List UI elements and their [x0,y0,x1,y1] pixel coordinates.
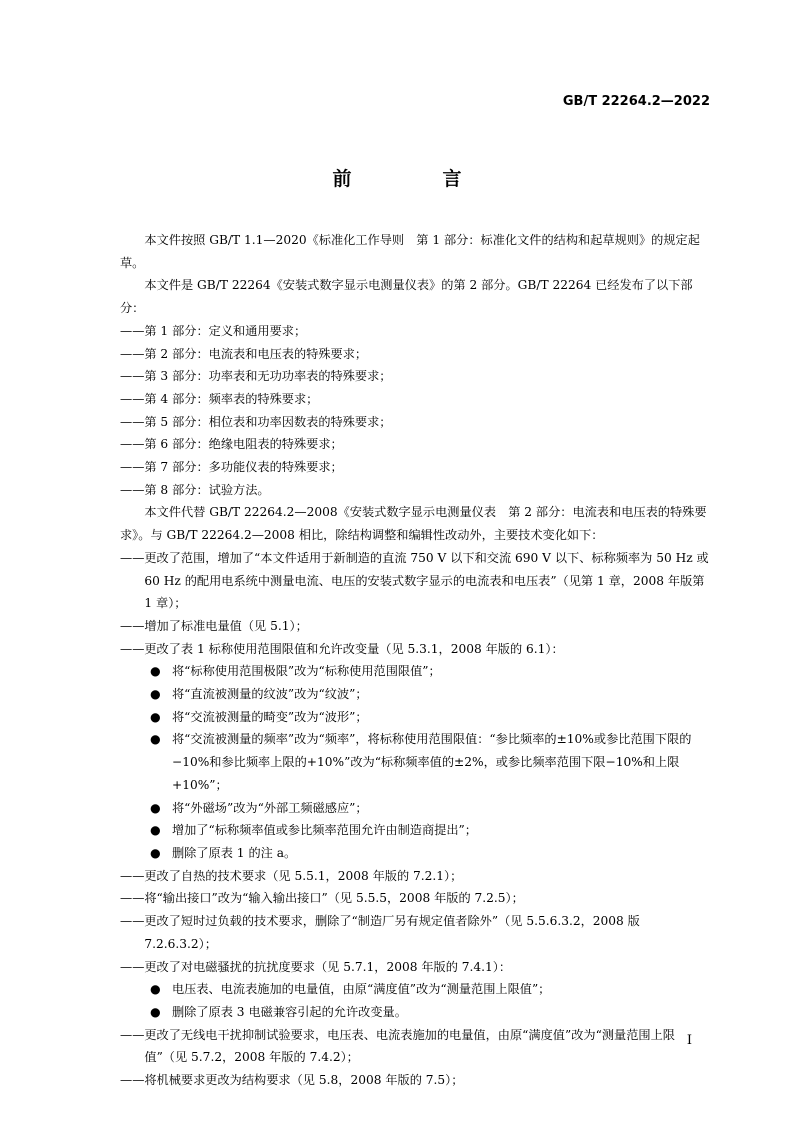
part-list-item: ——第 3 部分：功率表和无功功率表的特殊要求； [120,369,392,384]
change-item: ——更改了短时过负载的技术要求，删除了“制造厂另有规定值者除外”（见 5.5.6.3.2，2008 版 7.2.6.3.2）； [120,914,640,951]
replace-paragraph: 本文件代替 GB/T 22264.2—2008《安装式数字显示电测量仪表 第 2 部分：电流表和电压表的特殊要求》。与 GB/T 22264.2—2008 相比，除结构调整和编辑性改动外，主要技术变化如下： [120,505,707,543]
part-list-item: ——第 1 部分：定义和通用要求； [120,323,307,338]
bullet-icon: ● [150,664,161,679]
part-list-item: ——第 8 部分：试验方法。 [120,482,270,497]
change-item: ——增加了标准电量值（见 5.1）； [120,618,308,633]
bullet-icon: ● [150,687,161,702]
bullet-icon: ● [150,845,161,860]
page-title: 前 言 [332,168,498,190]
bullet-item: ● 将“标称使用范围极限”改为“标称使用范围限值”； [120,660,712,683]
intro-paragraph: 本文件按照 GB/T 1.1—2020《标准化工作导则 第 1 部分：标准化文件的结构和起草规则》的规定起草。 [120,233,700,270]
bullet-icon: ● [150,709,161,724]
bullet-icon: ● [150,982,161,997]
part-list-item: ——第 2 部分：电流表和电压表的特殊要求； [120,346,368,361]
preface-body [120,229,712,1092]
page-number: I [686,1033,692,1048]
bullet-icon: ● [150,732,161,747]
part-list-item: ——第 7 部分：多功能仪表的特殊要求； [120,460,343,475]
bullet-item: ● 将“直流被测量的纹波”改为“纹波”； [120,683,712,706]
change-item: ——将“输出接口”改为“输入输出接口”（见 5.5.5，2008 年版的 7.2.5）； [120,891,524,906]
bullet-item: ● 将“交流被测量的频率”改为“频率”，将标称使用范围限值：“参比频率的±10%或参比范围下限的−10%和参比频率上限的+10%”改为“标称频率值的±2%，或参比频率范围下限−10%和上限+10%”； [120,728,712,796]
bullet-icon: ● [150,823,161,838]
part-list-item: ——第 5 部分：相位表和功率因数表的特殊要求； [120,414,392,429]
bullet-item: ● 将“交流被测量的畸变”改为“波形”； [120,706,712,729]
part-list-item: ——第 4 部分：频率表的特殊要求； [120,391,319,406]
bullet-icon: ● [150,1004,161,1019]
bullet-item: ● 增加了“标称频率值或参比频率范围允许由制造商提出”； [120,819,712,842]
intro-paragraph: 本文件是 GB/T 22264《安装式数字显示电测量仪表》的第 2 部分。GB/T 22264 已经发布了以下部分： [120,278,693,316]
change-item: ——更改了范围，增加了“本文件适用于新制造的直流 750 V 以下和交流 690 V 以下、标称频率为 50 Hz 或 60 Hz 的配用电系统中测量电流、电压的安装式数字显示的电流表和电压表”（见第 1 章，2008 年版第 1 章）； [120,550,709,611]
bullet-item: ● 删除了原表 3 电磁兼容引起的允许改变量。 [120,1001,712,1024]
part-list-item: ——第 6 部分：绝缘电阻表的特殊要求； [120,437,343,452]
change-item: ——更改了自热的技术要求（见 5.5.1，2008 年版的 7.2.1）； [120,868,463,883]
bullet-icon: ● [150,800,161,815]
change-item: ——更改了表 1 标称使用范围限值和允许改变量（见 5.3.1，2008 年版的 6.1）： [120,641,564,656]
change-item: ——更改了对电磁骚扰的抗扰度要求（见 5.7.1，2008 年版的 7.4.1）： [120,959,512,974]
change-item: ——将机械要求更改为结构要求（见 5.8，2008 年版的 7.5）； [120,1073,464,1088]
bullet-item: ● 电压表、电流表施加的电量值，由原“满度值”改为“测量范围上限值”； [120,978,712,1001]
bullet-item: ● 将“外磁场”改为“外部工频磁感应”； [120,797,712,820]
change-item: ——更改了无线电干扰抑制试验要求，电压表、电流表施加的电量值，由原“满度值”改为“测量范围上限值”（见 5.7.2，2008 年版的 7.4.2）； [120,1027,675,1065]
standard-code: GB/T 22264.2—2022 [562,94,710,109]
bullet-item: ● 删除了原表 1 的注 a。 [120,842,712,865]
